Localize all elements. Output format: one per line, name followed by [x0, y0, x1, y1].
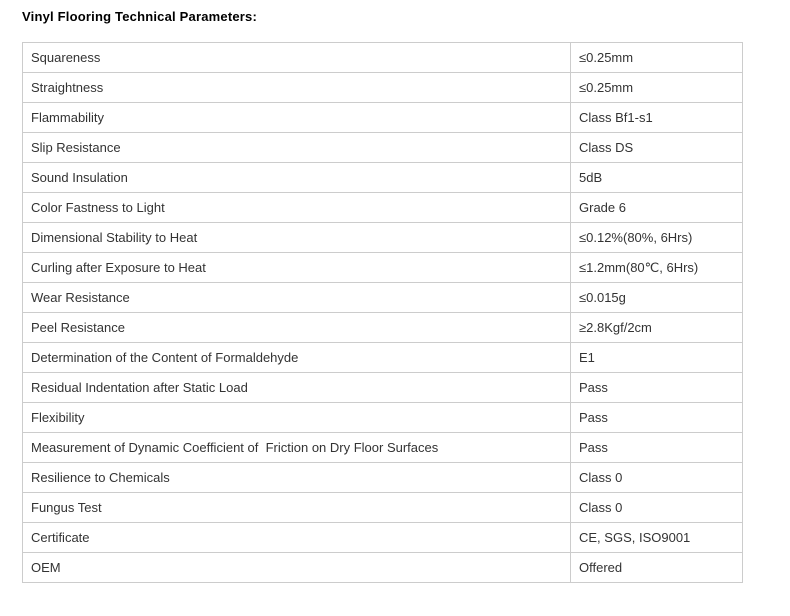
parameter-name: Resilience to Chemicals	[23, 463, 571, 493]
parameter-value: ≤0.25mm	[571, 43, 743, 73]
table-row	[23, 133, 743, 163]
parameter-name: Certificate	[23, 523, 571, 553]
parameter-value: ≤1.2mm(80℃, 6Hrs)	[571, 253, 743, 283]
parameter-value: Pass	[571, 433, 743, 463]
table-row	[23, 163, 743, 193]
parameter-name: OEM	[23, 553, 571, 583]
table-row	[23, 313, 743, 343]
parameter-name: Slip Resistance	[23, 133, 571, 163]
table-row	[23, 43, 743, 73]
table-row	[23, 343, 743, 373]
parameter-value: ≥2.8Kgf/2cm	[571, 313, 743, 343]
parameter-name: Flexibility	[23, 403, 571, 433]
parameter-value: Class 0	[571, 493, 743, 523]
parameter-name: Straightness	[23, 73, 571, 103]
parameter-value: Class Bf1-s1	[571, 103, 743, 133]
parameter-name: Color Fastness to Light	[23, 193, 571, 223]
parameter-value: Offered	[571, 553, 743, 583]
parameter-value: 5dB	[571, 163, 743, 193]
parameter-value: Class DS	[571, 133, 743, 163]
table-row	[23, 433, 743, 463]
parameter-value: E1	[571, 343, 743, 373]
table-row	[23, 193, 743, 223]
parameter-value: Grade 6	[571, 193, 743, 223]
table-row	[23, 283, 743, 313]
table-row	[23, 493, 743, 523]
table-row	[23, 373, 743, 403]
table-row	[23, 73, 743, 103]
technical-parameters-table	[22, 42, 743, 583]
parameter-value: ≤0.25mm	[571, 73, 743, 103]
table-row	[23, 553, 743, 583]
parameter-value: ≤0.015g	[571, 283, 743, 313]
table-row	[23, 463, 743, 493]
parameter-name: Fungus Test	[23, 493, 571, 523]
parameter-name: Sound Insulation	[23, 163, 571, 193]
table-row	[23, 253, 743, 283]
table-row	[23, 523, 743, 553]
table-row	[23, 403, 743, 433]
parameter-name: Measurement of Dynamic Coefficient of Friction on Dry Floor Surfaces	[23, 433, 571, 463]
parameter-name: Wear Resistance	[23, 283, 571, 313]
parameter-value: Pass	[571, 403, 743, 433]
parameter-value: ≤0.12%(80%, 6Hrs)	[571, 223, 743, 253]
parameter-name: Peel Resistance	[23, 313, 571, 343]
parameter-name: Determination of the Content of Formaldehyde	[23, 343, 571, 373]
parameter-name: Squareness	[23, 43, 571, 73]
parameter-value: Pass	[571, 373, 743, 403]
parameter-name: Dimensional Stability to Heat	[23, 223, 571, 253]
parameter-value: CE, SGS, ISO9001	[571, 523, 743, 553]
table-row	[23, 103, 743, 133]
parameter-value: Class 0	[571, 463, 743, 493]
table-row	[23, 223, 743, 253]
parameter-name: Flammability	[23, 103, 571, 133]
parameter-name: Curling after Exposure to Heat	[23, 253, 571, 283]
parameter-name: Residual Indentation after Static Load	[23, 373, 571, 403]
page-title: Vinyl Flooring Technical Parameters:	[22, 9, 258, 24]
